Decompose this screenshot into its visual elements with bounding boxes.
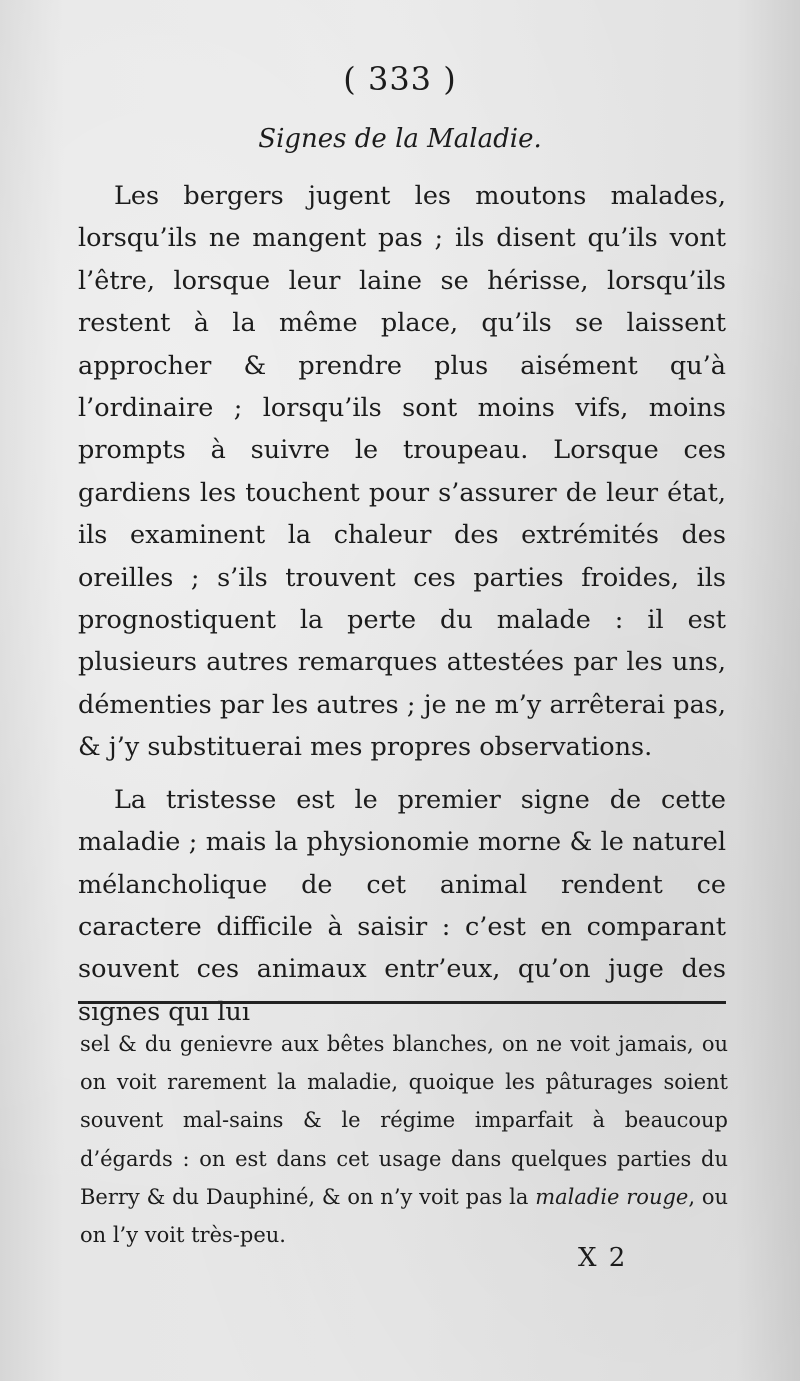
paragraph-1: Les bergers jugent les moutons malades, lorsqu’ils ne mangent pas ; ils disent qu’ils vont l’être, lorsque leur laine se hérisse, lorsqu’ils restent à la même place, qu’ils se laissent approcher & prendre plus aisément qu’à l’ordinaire ; lorsqu’ils sont moins vifs, moins prompts à suivre le troupeau. Lorsque ces gardiens les touchent pour s’assurer de leur état, ils examinent la chaleur des extrémités des oreilles ; s’ils trouvent ces parties froides, ils prognostiquent la perte du malade : il est plusieurs autres remarques attestées par les uns, démenties par les autres ; je ne m’y arrêterai pas, & j’y substituerai mes propres observations.: [78, 181, 726, 763]
section-title: Signes de la Maladie.: [258, 124, 542, 154]
paragraph-2: La tristesse est le premier signe de cette maladie ; mais la physionomie morne & le naturel mélancholique de cet animal rendent ce caractere difficile à saisir : c’est en comparant souvent ces animaux entr’eux, qu’on juge des signes qui lui: [78, 784, 726, 1027]
footnote-divider: [78, 1001, 726, 1004]
footnote-text-start: sel & du genievre aux bêtes blanches, on ne voit jamais, ou on voit rarement la maladie, quoique les pâturages soient souvent mal-sains & le régime imparfait à beaucoup d’égards : on est dans cet usage dans quelques parties du Berry & du Dauphiné, & on n’y voit pas la: [80, 1032, 728, 1209]
footnote: [80, 1025, 728, 1254]
footnote-text-end: , ou on l’y voit très-peu.: [80, 1184, 729, 1248]
main-text: [78, 175, 726, 1033]
signature-mark: X 2: [578, 1243, 628, 1273]
footnote-italic-term: maladie rouge: [535, 1184, 689, 1209]
page-number: ( 333 ): [343, 60, 457, 98]
